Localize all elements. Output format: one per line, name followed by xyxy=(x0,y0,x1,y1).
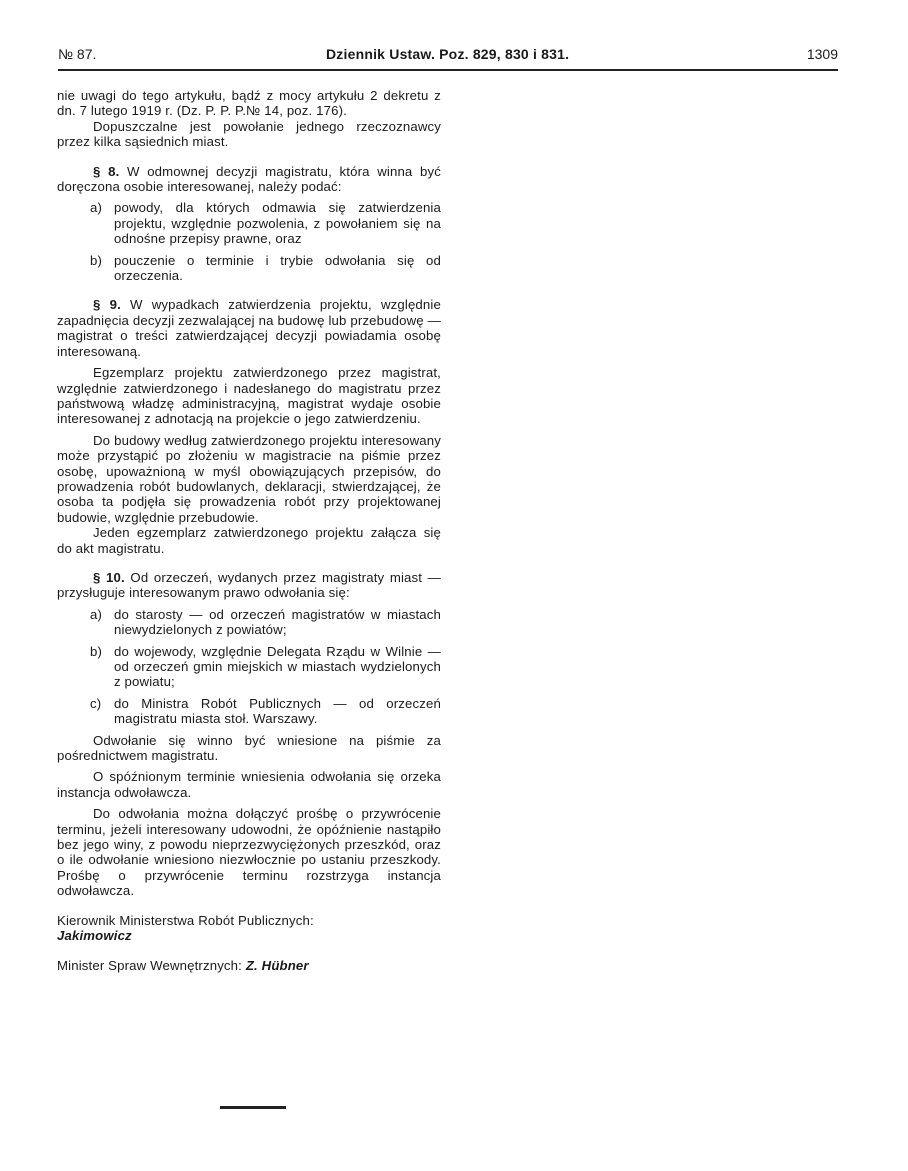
list-item xyxy=(57,644,441,690)
list-label: a) xyxy=(90,606,103,622)
paragraph: Do budowy według zatwierdzonego projektu interesowany może przystąpić po złożeniu w magistracie na piśmie przez osobę, upoważnioną w myśl obowiązujących przepisów, do prowadzenia robót budowlanych, deklaracji, stwierdzającej, że osoba ta podjęła się prowadzenia robót przy projektowanej budowie, względnie przebudowie. xyxy=(57,432,441,525)
list-label: a) xyxy=(90,200,103,216)
text-column xyxy=(57,88,441,973)
paragraph: Egzemplarz projektu zatwierdzonego przez magistrat, względnie zatwierdzonego i nadesłanego do magistratu przez państwową władzę administracyjną, magistrat wydaje osobie interesowanej z adnotacją na projekcie o jego zatwierdzeniu. xyxy=(57,365,441,427)
issue-number: № 87. xyxy=(58,46,97,62)
signature-name: Jakimowicz xyxy=(57,928,132,944)
list-text: pouczenie o terminie i trybie odwołania się od orzeczenia. xyxy=(114,252,441,284)
list-text: do starosty — od orzeczeń magistratów w miastach niewydzielonych z powiatów; xyxy=(114,606,441,638)
signature-name-2: Z. Hübner xyxy=(245,957,309,973)
list-text: do Ministra Robót Publicznych — od orzeczeń magistratu miasta stoł. Warszawy. xyxy=(114,695,441,727)
intro-paragraph-2: Dopuszczalne jest powołanie jednego rzeczoznawcy przez kilka sąsiednich miast. xyxy=(57,118,441,150)
signature-line-2 xyxy=(57,958,441,973)
list-label: b) xyxy=(90,643,103,659)
page-number: 1309 xyxy=(806,46,838,62)
paragraph: O spóźnionym terminie wniesienia odwołania się orzeka instancja odwoławcza. xyxy=(57,769,441,800)
section-text: W wypadkach zatwierdzenia projektu, względnie zapadnięcia decyzji zezwalającej na budowę lub przebudowę — magistrat o treści zatwierdzającej decyzji powiadamia osobę interesowaną. xyxy=(57,297,441,359)
journal-title: Dziennik Ustaw. Poz. 829, 830 i 831. xyxy=(326,46,570,62)
list-item xyxy=(57,200,441,246)
paragraph: Odwołanie się winno być wniesione na piśmie za pośrednictwem magistratu. xyxy=(57,732,441,764)
section-9 xyxy=(57,297,441,359)
signature-title: Minister Spraw Wewnętrznych: xyxy=(57,957,242,973)
header-divider xyxy=(58,69,838,71)
list-item xyxy=(57,607,441,638)
intro-paragraph: nie uwagi do tego artykułu, bądź z mocy artykułu 2 dekretu z dn. 7 lutego 1919 r. (Dz. P. P. P.№ 14, poz. 176). xyxy=(57,88,441,119)
section-text: W odmownej decyzji magistratu, która winna być doręczona osobie interesowanej, należy podać: xyxy=(57,163,441,195)
section-mark: § 10. xyxy=(93,569,125,585)
list-text: do wojewody, względnie Delegata Rządu w Wilnie — od orzeczeń gmin miejskich w miastach wydzielonych z powiatu; xyxy=(114,643,441,690)
signature-line: Kierownik Ministerstwa Robót Publicznych: xyxy=(57,912,314,928)
end-divider xyxy=(220,1106,286,1109)
section-8 xyxy=(57,164,441,195)
section-text: Od orzeczeń, wydanych przez magistraty miast — przysługuje interesowanym prawo odwołania się: xyxy=(57,569,441,601)
section-mark: § 9. xyxy=(93,297,121,313)
page-header xyxy=(58,46,838,70)
section-10 xyxy=(57,570,441,601)
list-label: c) xyxy=(90,695,102,711)
list-item xyxy=(57,253,441,284)
section-mark: § 8. xyxy=(93,163,120,179)
list-item xyxy=(57,696,441,727)
list-label: b) xyxy=(90,252,103,268)
list-text: powody, dla których odmawia się zatwierdzenia projektu, względnie pozwolenia, z powołaniem się na odnośne przepisy prawne, oraz xyxy=(114,200,441,247)
paragraph: Jeden egzemplarz zatwierdzonego projektu załącza się do akt magistratu. xyxy=(57,525,441,556)
paragraph: Do odwołania można dołączyć prośbę o przywrócenie terminu, jeżeli interesowany udowodni, że opóźnienie nastąpiło bez jego winy, z powodu nieprzezwyciężonych przeszkód, oraz o ile odwołanie wniesiono niezwłocznie po ustaniu przeszkody. Prośbę o przywrócenie terminu rozstrzyga instancja odwoławcza. xyxy=(57,806,441,899)
